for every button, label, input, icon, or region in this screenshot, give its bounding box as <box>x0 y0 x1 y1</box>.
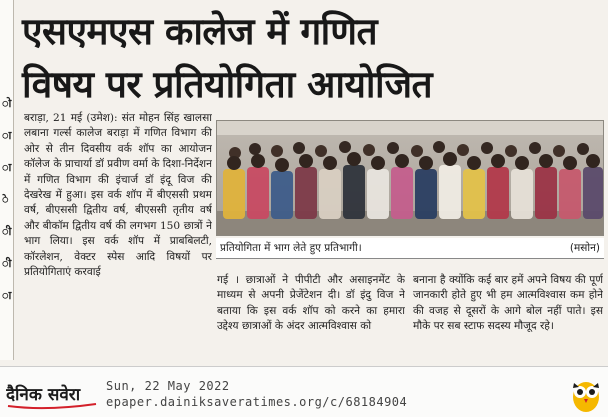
logo-text: दैनिक सवेरा <box>6 385 81 405</box>
headline-line-2: विषय पर प्रतियोगिता आयोजित <box>22 63 433 106</box>
adjacent-column-strip <box>0 0 14 360</box>
strip-char: ो <box>2 97 12 110</box>
article-column-1 <box>24 111 212 366</box>
dainik-savera-logo[interactable] <box>6 375 106 413</box>
group-photo-illustration <box>217 121 604 236</box>
photo-caption-bar <box>216 238 604 259</box>
article-text-2: गई । छात्राओं ने पीपीटी और असाइनमेंट के माध्यम से अपनी प्रेजेंटेशन दी। डॉ इंदु विज ने बताया कि इस वर्क शॉप को करने का हमारा उद्देश्य छात्राओं के अंदर आत्मविश्वास को <box>217 274 405 333</box>
strip-char: ी <box>2 225 12 238</box>
article-column-3 <box>413 273 603 363</box>
owl-icon <box>570 375 602 413</box>
edition-date: Sun, 22 May 2022 <box>106 379 230 393</box>
article-photo <box>216 120 604 236</box>
strip-char: ा <box>2 129 12 142</box>
photo-caption: प्रतियोगिता में भाग लेते हुए प्रतिभागी। <box>220 242 362 254</box>
strip-char: ा <box>2 289 12 302</box>
strip-char: ा <box>2 161 12 174</box>
headline-line-1: एसएमएस कालेज में गणित <box>22 10 378 53</box>
strip-char: े <box>2 193 9 206</box>
strip-char: ी <box>2 257 12 270</box>
epaper-url[interactable]: epaper.dainiksaveratimes.org/c/68184904 <box>106 395 408 409</box>
article-column-2 <box>217 273 405 363</box>
article-text-1: बराड़ा, 21 मई (उमेश): संत मोहन सिंह खालसा लबाना गर्ल्स कालेज बराड़ा में गणित विभाग की ओर से तीन दिवसीय वर्क शॉप का आयोजन कॉलेज के प्राचार्या डॉ प्रवीण वर्मा के दिशा-निर्देशन में गणित विभाग की इंचार्ज डॉ इंदू विज की देखरेख में हुआ। इस वर्क शॉप में बीएससी प्रथम वर्ष, बीएससी द्वितीय वर्ष, बीएससी तृतीय वर्ष और बीकॉम द्वितीय वर्ष की लगभग 150 छात्रों ने भाग लिया। इस वर्क शॉप में प्राबबिलटी, कॉरलेशन, वेक्टर स्पेस आदि विषयों पर प्रतियोगिताएं करवाई <box>24 112 212 279</box>
epaper-footer <box>0 366 608 417</box>
article-text-3: बनाना है क्योंकि कई बार हमें अपने विषय की पूर्ण जानकारी होते हुए भी हम आत्मविश्वास कम होने की वजह से दूसरों के आगे बोल नहीं पाते। इस मौके पर सब स्टाफ सदस्य मौजूद रहे। <box>413 274 603 333</box>
photo-credit: (मसोन) <box>569 242 600 254</box>
